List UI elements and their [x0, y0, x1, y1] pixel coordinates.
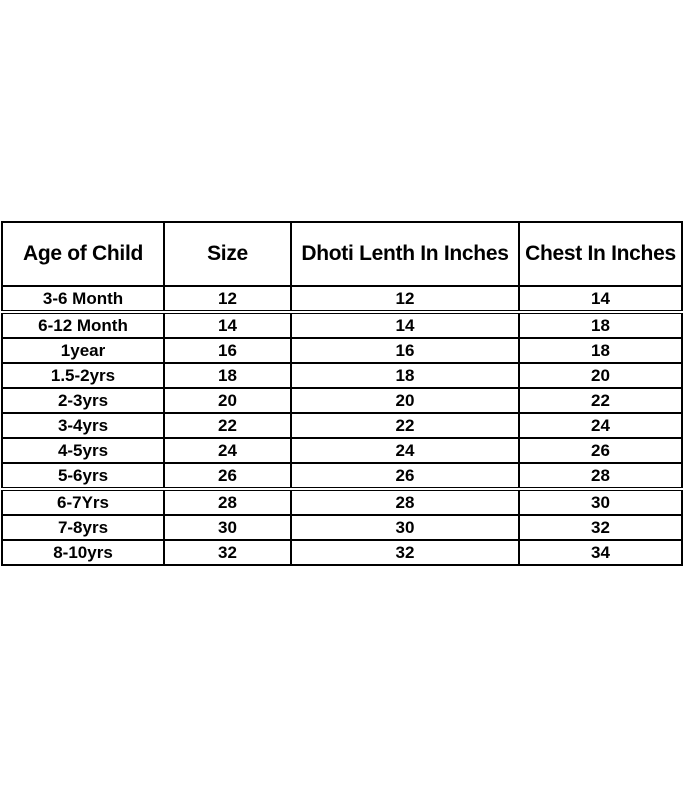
- size-cell: 16: [164, 338, 291, 363]
- chest-cell: 18: [519, 338, 682, 363]
- table-row: [2, 338, 682, 363]
- size-cell: 12: [164, 286, 291, 312]
- age-cell: 7-8yrs: [2, 515, 164, 540]
- size-cell: 24: [164, 438, 291, 463]
- dhoti-length-cell: 12: [291, 286, 519, 312]
- chest-cell: 34: [519, 540, 682, 565]
- table-row: [2, 463, 682, 489]
- header-chest: Chest In Inches: [519, 222, 682, 286]
- size-cell: 30: [164, 515, 291, 540]
- age-cell: 5-6yrs: [2, 463, 164, 489]
- size-cell: 14: [164, 312, 291, 338]
- dhoti-length-cell: 28: [291, 489, 519, 515]
- dhoti-length-cell: 26: [291, 463, 519, 489]
- dhoti-length-cell: 14: [291, 312, 519, 338]
- table-header-row: [2, 222, 682, 286]
- dhoti-length-cell: 24: [291, 438, 519, 463]
- dhoti-length-cell: 16: [291, 338, 519, 363]
- chest-cell: 30: [519, 489, 682, 515]
- size-cell: 32: [164, 540, 291, 565]
- age-cell: 1.5-2yrs: [2, 363, 164, 388]
- header-age-of-child: Age of Child: [2, 222, 164, 286]
- chest-cell: 28: [519, 463, 682, 489]
- table-row: [2, 312, 682, 338]
- chest-cell: 22: [519, 388, 682, 413]
- size-cell: 28: [164, 489, 291, 515]
- header-dhoti-length: Dhoti Lenth In Inches: [291, 222, 519, 286]
- table-row: [2, 540, 682, 565]
- table-row: [2, 438, 682, 463]
- table-row: [2, 489, 682, 515]
- chest-cell: 14: [519, 286, 682, 312]
- age-cell: 6-7Yrs: [2, 489, 164, 515]
- dhoti-length-cell: 30: [291, 515, 519, 540]
- dhoti-length-cell: 20: [291, 388, 519, 413]
- age-cell: 3-4yrs: [2, 413, 164, 438]
- dhoti-length-cell: 32: [291, 540, 519, 565]
- size-cell: 20: [164, 388, 291, 413]
- chest-cell: 18: [519, 312, 682, 338]
- chest-cell: 24: [519, 413, 682, 438]
- table-row: [2, 363, 682, 388]
- age-cell: 2-3yrs: [2, 388, 164, 413]
- table-row: [2, 388, 682, 413]
- age-cell: 6-12 Month: [2, 312, 164, 338]
- chest-cell: 26: [519, 438, 682, 463]
- age-cell: 8-10yrs: [2, 540, 164, 565]
- table-row: [2, 413, 682, 438]
- size-cell: 18: [164, 363, 291, 388]
- table-row: [2, 515, 682, 540]
- table-row: [2, 286, 682, 312]
- size-cell: 26: [164, 463, 291, 489]
- age-cell: 4-5yrs: [2, 438, 164, 463]
- header-size: Size: [164, 222, 291, 286]
- size-cell: 22: [164, 413, 291, 438]
- chest-cell: 32: [519, 515, 682, 540]
- age-cell: 3-6 Month: [2, 286, 164, 312]
- chest-cell: 20: [519, 363, 682, 388]
- age-cell: 1year: [2, 338, 164, 363]
- dhoti-length-cell: 22: [291, 413, 519, 438]
- dhoti-length-cell: 18: [291, 363, 519, 388]
- size-chart-table: [1, 221, 683, 566]
